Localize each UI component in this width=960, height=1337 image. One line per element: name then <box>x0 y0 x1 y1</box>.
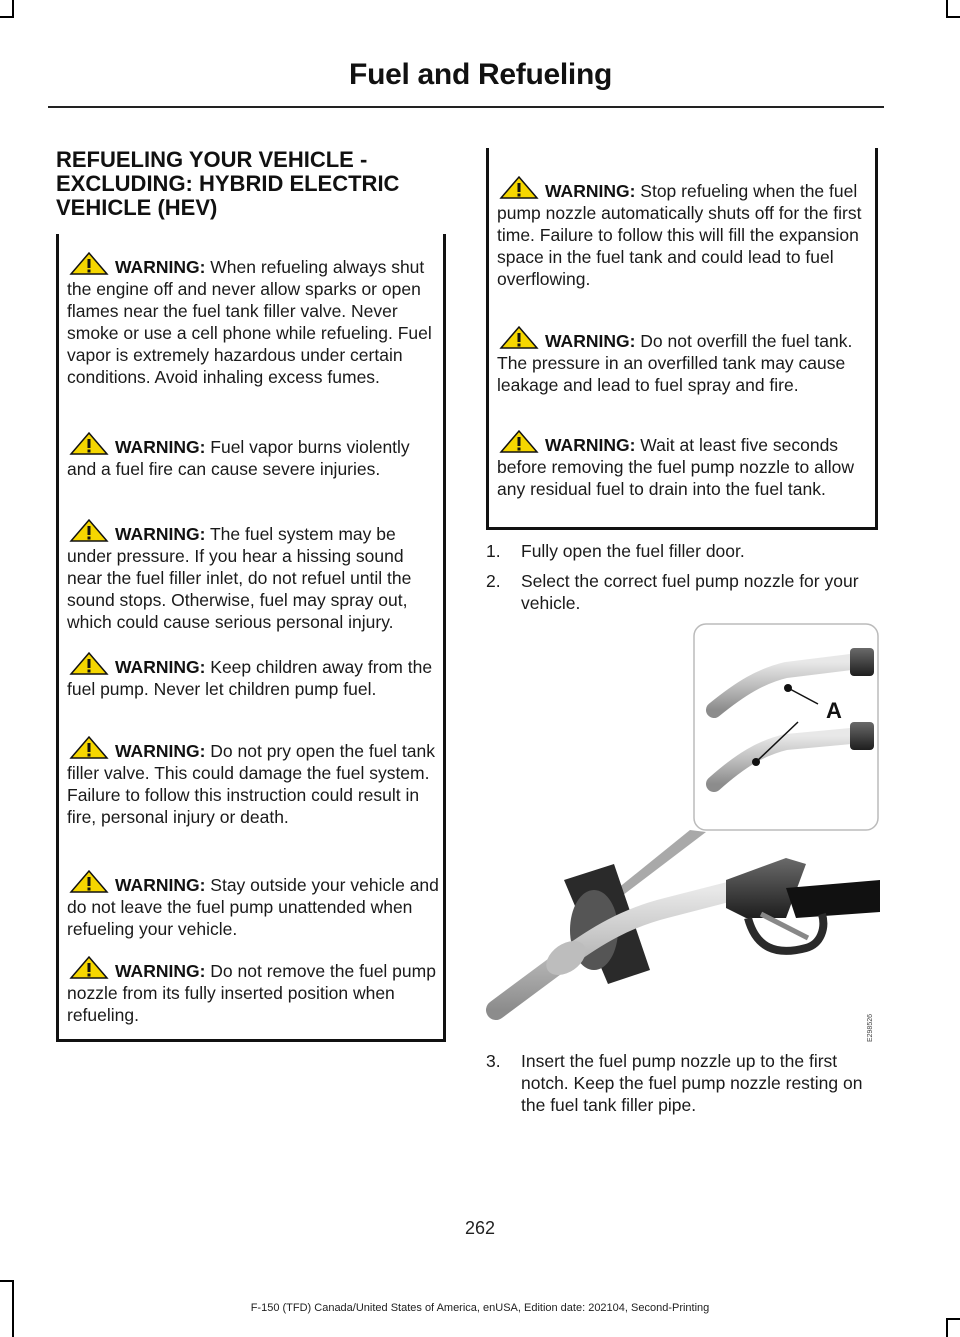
warning-triangle-icon <box>67 652 115 676</box>
warning-4: WARNING: Keep children away from the fuel pump. Never let children pump fuel. <box>67 652 441 700</box>
callout-dot-upper <box>784 684 792 692</box>
warning-triangle-icon <box>67 519 115 543</box>
warning-triangle-icon <box>497 176 545 200</box>
figure-code: E298526 <box>867 1014 874 1043</box>
nozzle-upper-grip <box>850 648 874 676</box>
warning-9: WARNING: Do not overfill the fuel tank. The pressure in an overfilled tank may cause leakage and lead to fuel spray and fire. <box>497 326 871 396</box>
page-title: Fuel and Refueling <box>349 58 612 91</box>
header-divider <box>48 106 884 108</box>
crop-mark <box>0 1280 14 1282</box>
step-3: 3. Insert the fuel pump nozzle up to the first notch. Keep the fuel pump nozzle resting on the fuel tank filler pipe. <box>486 1051 863 1115</box>
warning-7: WARNING: Do not remove the fuel pump nozzle from its fully inserted position when refueling. <box>67 956 441 1026</box>
warning-8: WARNING: Stop refueling when the fuel pump nozzle automatically shuts off for the first time. Failure to follow this will fill the expansion space in the fuel tank and could lead to fuel overflowing. <box>497 176 871 290</box>
fuel-nozzle-illustration <box>486 618 880 1043</box>
warning-triangle-icon <box>497 326 545 350</box>
warning-triangle-icon <box>67 252 115 276</box>
warning-triangle-icon <box>67 736 115 760</box>
crop-mark <box>946 16 960 18</box>
section-heading: REFUELING YOUR VEHICLE - EXCLUDING: HYBRID ELECTRIC VEHICLE (HEV) <box>56 147 400 220</box>
warning-triangle-icon <box>67 870 115 894</box>
warning-box-left <box>56 234 446 1042</box>
callout-dot-lower <box>752 758 760 766</box>
warning-triangle-icon <box>67 432 115 456</box>
step-2: 2. Select the correct fuel pump nozzle for your vehicle. <box>486 571 859 613</box>
warning-10: WARNING: Wait at least five seconds before removing the fuel pump nozzle to allow any residual fuel to drain into the fuel tank. <box>497 430 871 500</box>
warning-triangle-icon <box>67 956 115 980</box>
warning-2: WARNING: Fuel vapor burns violently and a fuel fire can cause severe injuries. <box>67 432 441 480</box>
warning-box-right <box>486 148 878 530</box>
crop-mark <box>946 1318 948 1337</box>
nozzle-guard <box>748 914 823 951</box>
warning-1: WARNING: When refueling always shut the engine off and never allow sparks or open flames near the fuel tank filler valve. Never smoke or use a cell phone while refueling. Fuel vapor is extremely hazardous under certain conditions. Avoid inhaling excess fumes. <box>67 252 441 388</box>
crop-mark <box>946 1318 960 1320</box>
warning-triangle-icon <box>497 430 545 454</box>
hose <box>786 880 880 918</box>
warning-3: WARNING: The fuel system may be under pressure. If you hear a hissing sound near the fuel filler inlet, do not refuel until the sound stops. Otherwise, fuel may spray out, which could cause serious personal injury. <box>67 519 441 633</box>
footer-edition: F-150 (TFD) Canada/United States of America, enUSA, Edition date: 202104, Second-Printing <box>250 1302 710 1314</box>
page-number: 262 <box>464 1218 496 1238</box>
nozzle-lower-grip <box>850 722 874 750</box>
callout-label-a: A <box>826 698 842 723</box>
warning-6: WARNING: Stay outside your vehicle and do not leave the fuel pump unattended when refueling your vehicle. <box>67 870 441 940</box>
crop-mark <box>0 16 14 18</box>
step-1: 1. Fully open the fuel filler door. <box>486 541 745 561</box>
warning-5: WARNING: Do not pry open the fuel tank filler valve. This could damage the fuel system. Failure to follow this instruction could result in fire, personal injury or death. <box>67 736 441 828</box>
